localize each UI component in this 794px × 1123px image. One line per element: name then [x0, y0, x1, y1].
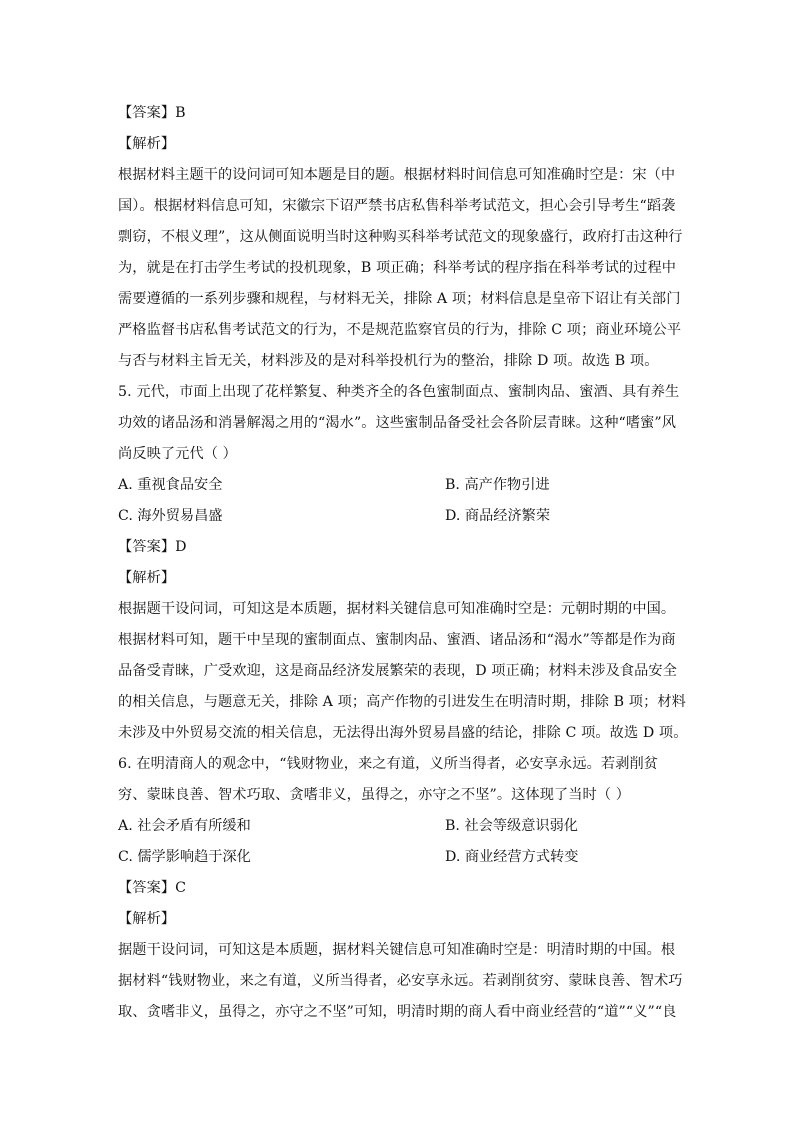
q4-analysis-line: 需要遵循的一系列步骤和规程，与材料无关，排除 A 项；材料信息是皇帝下诏让有关部门	[118, 291, 681, 307]
document-page	[118, 98, 688, 1028]
q5-options-row	[118, 501, 678, 532]
q4-analysis-line: 根据材料主题干的设问词可知本题是目的题。根据材料时间信息可知准确时空是：宋（中	[118, 167, 676, 183]
q6-analysis-label: 【解析】	[118, 911, 176, 927]
q6-analysis-line: 取、贪嗜非义，虽得之，亦守之不坚”可知，明清时期的商人看中商业经营的“道”“义”“良	[118, 1004, 677, 1020]
q5-analysis-line: 未涉及中外贸易交流的相关信息，无法得出海外贸易昌盛的结论，排除 C 项。故选 D 项。	[118, 725, 688, 741]
q4-analysis-line: 国）。根据材料信息可知，宋徽宗下诏严禁书店私售科举考试范文，担心会引导考生“蹈袭	[118, 198, 676, 214]
q4-analysis-line: 与否与材料主旨无关，材料涉及的是对科举投机行为的整治，排除 D 项。故选 B 项。	[118, 353, 659, 369]
q5-answer: 【答案】D	[118, 539, 187, 555]
q5-analysis-line: 的相关信息，与题意无关，排除 A 项；高产作物的引进发生在明清时期，排除 B 项；材料	[118, 694, 686, 710]
q6-stem-line: 6. 在明清商人的观念中，“钱财物业，来之有道，义所当得者，必安享永远。若剥削贫	[118, 756, 659, 772]
q6-analysis-line: 据题干设问词，可知这是本质题，据材料关键信息可知准确时空是：明清时期的中国。根	[118, 942, 676, 958]
q5-option-a: A. 重视食品安全	[118, 477, 223, 493]
q5-stem-line: 功效的诸品汤和消暑解渴之用的“渴水”。这些蜜制品备受社会各阶层青睐。这种“嗜蜜”风	[118, 415, 677, 431]
q6-option-b: B. 社会等级意识弱化	[445, 818, 578, 834]
q5-option-c: C. 海外贸易昌盛	[118, 508, 223, 524]
q5-option-b: B. 高产作物引进	[445, 477, 550, 493]
q5-stem-line: 5. 元代，市面上出现了花样繁复、种类齐全的各色蜜制面点、蜜制肉品、蜜酒、具有养生	[118, 384, 680, 400]
q6-options-row	[118, 811, 678, 842]
q6-option-a: A. 社会矛盾有所缓和	[118, 818, 251, 834]
q4-analysis-line: 剽窃，不根义理”，这从侧面说明当时这种购买科举考试范文的现象盛行，政府打击这种行	[118, 229, 683, 245]
q5-analysis-line: 品备受青睐，广受欢迎，这是商品经济发展繁荣的表现，D 项正确；材料未涉及食品安全	[118, 663, 678, 679]
q6-analysis-line: 据材料“钱财物业，来之有道，义所当得者，必安享永远。若剥削贫穷、蒙昧良善、智术巧	[118, 973, 683, 989]
q5-analysis-line: 根据题干设问词，可知这是本质题，据材料关键信息可知准确时空是：元朝时期的中国。	[118, 601, 676, 617]
q6-answer: 【答案】C	[118, 880, 187, 896]
q5-option-d: D. 商品经济繁荣	[445, 508, 551, 524]
q4-analysis-label: 【解析】	[118, 136, 176, 152]
q5-analysis-label: 【解析】	[118, 570, 176, 586]
q5-stem-line: 尚反映了元代（ ）	[118, 446, 237, 462]
q6-stem-line: 穷、蒙昧良善、智术巧取、贪嗜非义，虽得之，亦守之不坚”。这体现了当时（ ）	[118, 787, 631, 803]
q4-answer: 【答案】B	[118, 105, 186, 121]
q6-options-row	[118, 842, 678, 873]
q5-options-row	[118, 470, 678, 501]
q6-option-c: C. 儒学影响趋于深化	[118, 849, 251, 865]
q5-analysis-line: 根据材料可知，题干中呈现的蜜制面点、蜜制肉品、蜜酒、诸品汤和“渴水”等都是作为商	[118, 632, 676, 648]
q6-option-d: D. 商业经营方式转变	[445, 849, 579, 865]
q4-analysis-line: 严格监督书店私售考试范文的行为，不是规范监察官员的行为，排除 C 项；商业环境公平	[118, 322, 682, 338]
q4-analysis-line: 为，就是在打击学生考试的投机现象，B 项正确；科举考试的程序指在科举考试的过程中	[118, 260, 677, 276]
